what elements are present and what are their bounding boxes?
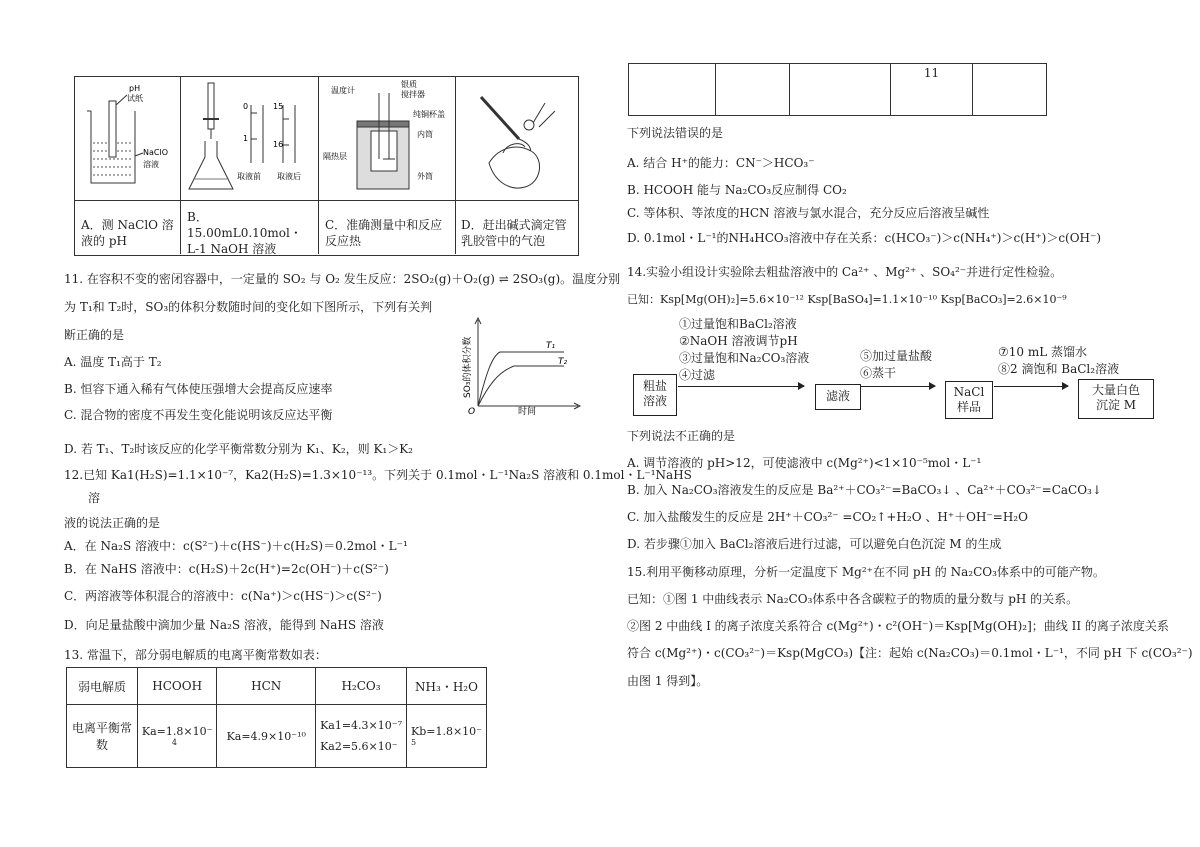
th-hcn: HCN <box>217 668 316 705</box>
arrow-1 <box>678 386 804 387</box>
label-paper: 试纸 <box>127 94 143 103</box>
q14-ksp: 已知：Ksp[Mg(OH)₂]=5.6×10⁻¹² Ksp[BaSO₄]=1.1×10⁻¹⁰ Ksp[BaCO₃]=2.6×10⁻⁹ <box>627 293 1067 306</box>
q14-option-b: B. 加入 Na₂CO₃溶液发生的反应是 Ba²⁺＋CO₃²⁻=BaCO₃↓ 、Ca²⁺＋CO₃²⁻=CaCO₃↓ <box>627 483 1102 497</box>
label-before: 取液前 <box>237 172 261 181</box>
burette-zero: 0 <box>243 102 249 111</box>
q15-stem-4: 符合 c(Mg²⁺)・c(CO₃²⁻)＝Ksp(MgCO₃)【注：起始 c(Na₂CO₃)＝0.1mol・L⁻¹，不同 pH 下 c(CO₃²⁻) <box>627 646 1193 660</box>
graph-xlabel: 时间 <box>518 407 537 417</box>
box-precip-line2: 沉淀 M <box>1095 398 1137 412</box>
q12-option-d: D．向足量盐酸中滴加少量 Na₂S 溶液，能得到 NaHS 溶液 <box>64 618 384 632</box>
q13-option-a: A. 结合 H⁺的能力：CN⁻＞HCO₃⁻ <box>627 156 815 170</box>
box-crude-salt-line1: 粗盐 <box>642 379 667 393</box>
step-2: ②NaOH 溶液调节pH <box>679 334 798 348</box>
label-stirrer2: 搅拌器 <box>401 90 425 99</box>
q11-graph <box>458 314 588 418</box>
label-after: 取液后 <box>277 172 301 181</box>
step-6: ⑥蒸干 <box>860 366 897 380</box>
q14-steps-group-2 <box>860 348 932 382</box>
label-stirrer: 银质 <box>401 80 417 89</box>
graph-origin: O <box>468 407 476 417</box>
row-label: 电离平衡常数 <box>67 705 138 768</box>
label-inner: 内筒 <box>417 130 433 139</box>
th-electrolyte: 弱电解质 <box>67 668 138 705</box>
q12-stem-1b: 溶 <box>88 491 101 505</box>
q15-stem-3: ②图 2 中曲线 I 的离子浓度关系符合 c(Mg²⁺)・c²(OH⁻)＝Ksp[Mg(OH)₂]；曲线 II 的离子浓度关系 <box>627 619 1169 633</box>
q10-table <box>74 76 579 256</box>
box-nacl-sample <box>945 381 993 419</box>
option-d-label: D．赶出碱式滴定管乳胶管中的气泡 <box>461 218 567 248</box>
q13-question: 下列说法错误的是 <box>627 126 724 140</box>
box-crude-salt <box>633 374 677 416</box>
th-hcooh: HCOOH <box>137 668 217 705</box>
hcn-ka: Ka=4.9×10⁻¹⁰ <box>217 705 316 768</box>
label-insulation: 隔热层 <box>323 152 347 161</box>
fig-b-burette <box>183 79 317 197</box>
th-nh3: NH₃・H₂O <box>406 668 486 705</box>
q13-option-b: B. HCOOH 能与 Na₂CO₃反应制得 CO₂ <box>627 183 847 197</box>
q13-option-d: D. 0.1mol・L⁻¹的NH₄HCO₃溶液中存在关系：c(HCO₃⁻)＞c(NH₄⁺)＞c(H⁺)＞c(OH⁻) <box>627 231 1102 245</box>
step-7: ⑦10 mL 蒸馏水 <box>998 345 1088 359</box>
q11-option-b: B. 恒容下通入稀有气体使压强增大会提高反应速率 <box>64 382 333 396</box>
box-precip-line1: 大量白色 <box>1091 383 1140 397</box>
q14-question: 下列说法不正确的是 <box>627 429 736 443</box>
box-nacl-line1: NaCl <box>953 385 985 399</box>
step-8: ⑧2 滴饱和 BaCl₂溶液 <box>998 362 1120 376</box>
label-naclo-sol: 溶液 <box>143 160 159 169</box>
step-1: ①过量饱和BaCl₂溶液 <box>679 317 797 331</box>
nh3-exp: 5 <box>410 738 417 747</box>
box-nacl-line2: 样品 <box>956 400 981 414</box>
cont-cell: 11 <box>891 64 973 116</box>
label-outer: 外筒 <box>417 172 433 181</box>
q12-stem-2: 液的说法正确的是 <box>64 516 161 530</box>
burette-one: 1 <box>243 134 249 143</box>
q14-stem: 14.实验小组设计实验除去粗盐溶液中的 Ca²⁺ 、Mg²⁺ 、SO₄²⁻并进行定性检验。 <box>627 265 1063 279</box>
option-c-label: C．准确测量中和反应反应热 <box>325 218 443 248</box>
box-crude-salt-line2: 溶液 <box>642 394 667 408</box>
q11-option-a: A. 温度 T₁高于 T₂ <box>64 355 162 369</box>
burette-sixteen: 16 <box>273 140 284 149</box>
graph-ylabel: SO₃的体积分数 <box>463 336 473 398</box>
q12-option-c: C．两溶液等体积混合的溶液中：c(Na⁺)＞c(HS⁻)＞c(S²⁻) <box>64 589 382 603</box>
step-3: ③过量饱和Na₂CO₃溶液 <box>679 351 810 365</box>
curve-t1: T₁ <box>546 341 556 351</box>
q15-stem-1: 15.利用平衡移动原理，分析一定温度下 Mg²⁺在不同 pH 的 Na₂CO₃体系中的可能产物。 <box>627 565 1105 579</box>
option-a-label: A．测 NaClO 溶液的 pH <box>81 218 174 248</box>
fig-c-calorimeter <box>321 79 455 197</box>
box-white-precipitate <box>1078 379 1154 419</box>
q15-stem-5: 由图 1 得到】。 <box>627 674 709 688</box>
option-b-label: B．15.00mL0.10mol・L-1 NaOH 溶液 <box>187 210 302 256</box>
arrow-2 <box>860 386 935 387</box>
step-4: ④过滤 <box>679 368 716 382</box>
q12-option-a: A．在 Na₂S 溶液中：c(S²⁻)＋c(HS⁻)＋c(H₂S)＝0.2mol・L⁻¹ <box>64 539 408 553</box>
arrow-3 <box>994 386 1068 387</box>
hcooh-exp: 4 <box>171 738 177 747</box>
q11-option-d: D. 若 T₁、T₂时该反应的化学平衡常数分别为 K₁、K₂，则 K₁＞K₂ <box>64 442 413 456</box>
label-lid: 纯铜杯盖 <box>413 110 445 119</box>
h2co3-ka1: Ka1=4.3×10⁻⁷ <box>320 719 402 732</box>
q11-stem-2: 为 T₁和 T₂时，SO₃的体积分数随时间的变化如下图所示，下列有关判 <box>64 300 433 314</box>
q12-option-b: B．在 NaHS 溶液中：c(H₂S)＋2c(H⁺)=2c(OH⁻)＋c(S²⁻) <box>64 562 389 576</box>
q11-option-c: C. 混合物的密度不再发生变化能说明该反应达平衡 <box>64 408 333 422</box>
q13-stem: 13. 常温下，部分弱电解质的电离平衡常数如表： <box>64 648 327 662</box>
burette-fifteen: 15 <box>273 102 284 111</box>
q12-stem-1: 12.已知 Ka1(H₂S)=1.1×10⁻⁷，Ka2(H₂S)=1.3×10⁻¹³。下列关于 0.1mol・L⁻¹Na₂S 溶液和 0.1mol・L⁻¹NaHS <box>64 468 692 482</box>
q11-stem-3: 断正确的是 <box>64 328 125 342</box>
box-filtrate: 滤液 <box>815 384 861 410</box>
step-5: ⑤加过量盐酸 <box>860 349 933 363</box>
q13-option-c: C. 等体积、等浓度的HCN 溶液与氯水混合，充分反应后溶液呈碱性 <box>627 206 990 220</box>
q11-stem-1: 11. 在容积不变的密闭容器中，一定量的 SO₂ 与 O₂ 发生反应：2SO₂(g)＋O₂(g) ⇌ 2SO₃(g)。温度分别 <box>64 272 621 286</box>
q14-option-a: A. 调节溶液的 pH>12，可使滤液中 c(Mg²⁺)<1×10⁻⁵mol・L⁻¹ <box>627 456 982 470</box>
q14-steps-group-3 <box>998 344 1119 378</box>
q14-option-c: C. 加入盐酸发生的反应是 2H⁺＋CO₃²⁻ =CO₂↑+H₂O 、H⁺＋OH⁻=H₂O <box>627 510 1028 524</box>
label-ph: pH <box>129 84 141 93</box>
h2co3-ka2: Ka2=5.6×10⁻ <box>320 740 398 753</box>
nh3-kb: Kb=1.8×10⁻ <box>410 725 482 738</box>
q15-stem-2: 已知：①图 1 中曲线表示 Na₂CO₃体系中各含碳粒子的物质的量分数与 pH 的关系。 <box>627 592 1079 606</box>
q13-constants-table <box>66 667 487 768</box>
q14-steps-group-1 <box>679 316 809 384</box>
label-thermometer: 温度计 <box>331 86 355 95</box>
q13-table-continued <box>628 63 1047 116</box>
curve-t2: T₂ <box>558 357 568 367</box>
hcooh-ka: Ka=1.8×10⁻ <box>141 725 213 738</box>
label-naclo: NaClO <box>143 148 168 157</box>
fig-d-hand <box>459 83 575 197</box>
th-h2co3: H₂CO₃ <box>316 668 407 705</box>
fig-a-beaker <box>77 81 179 197</box>
q14-option-d: D. 若步骤①加入 BaCl₂溶液后进行过滤，可以避免白色沉淀 M 的生成 <box>627 537 1002 551</box>
